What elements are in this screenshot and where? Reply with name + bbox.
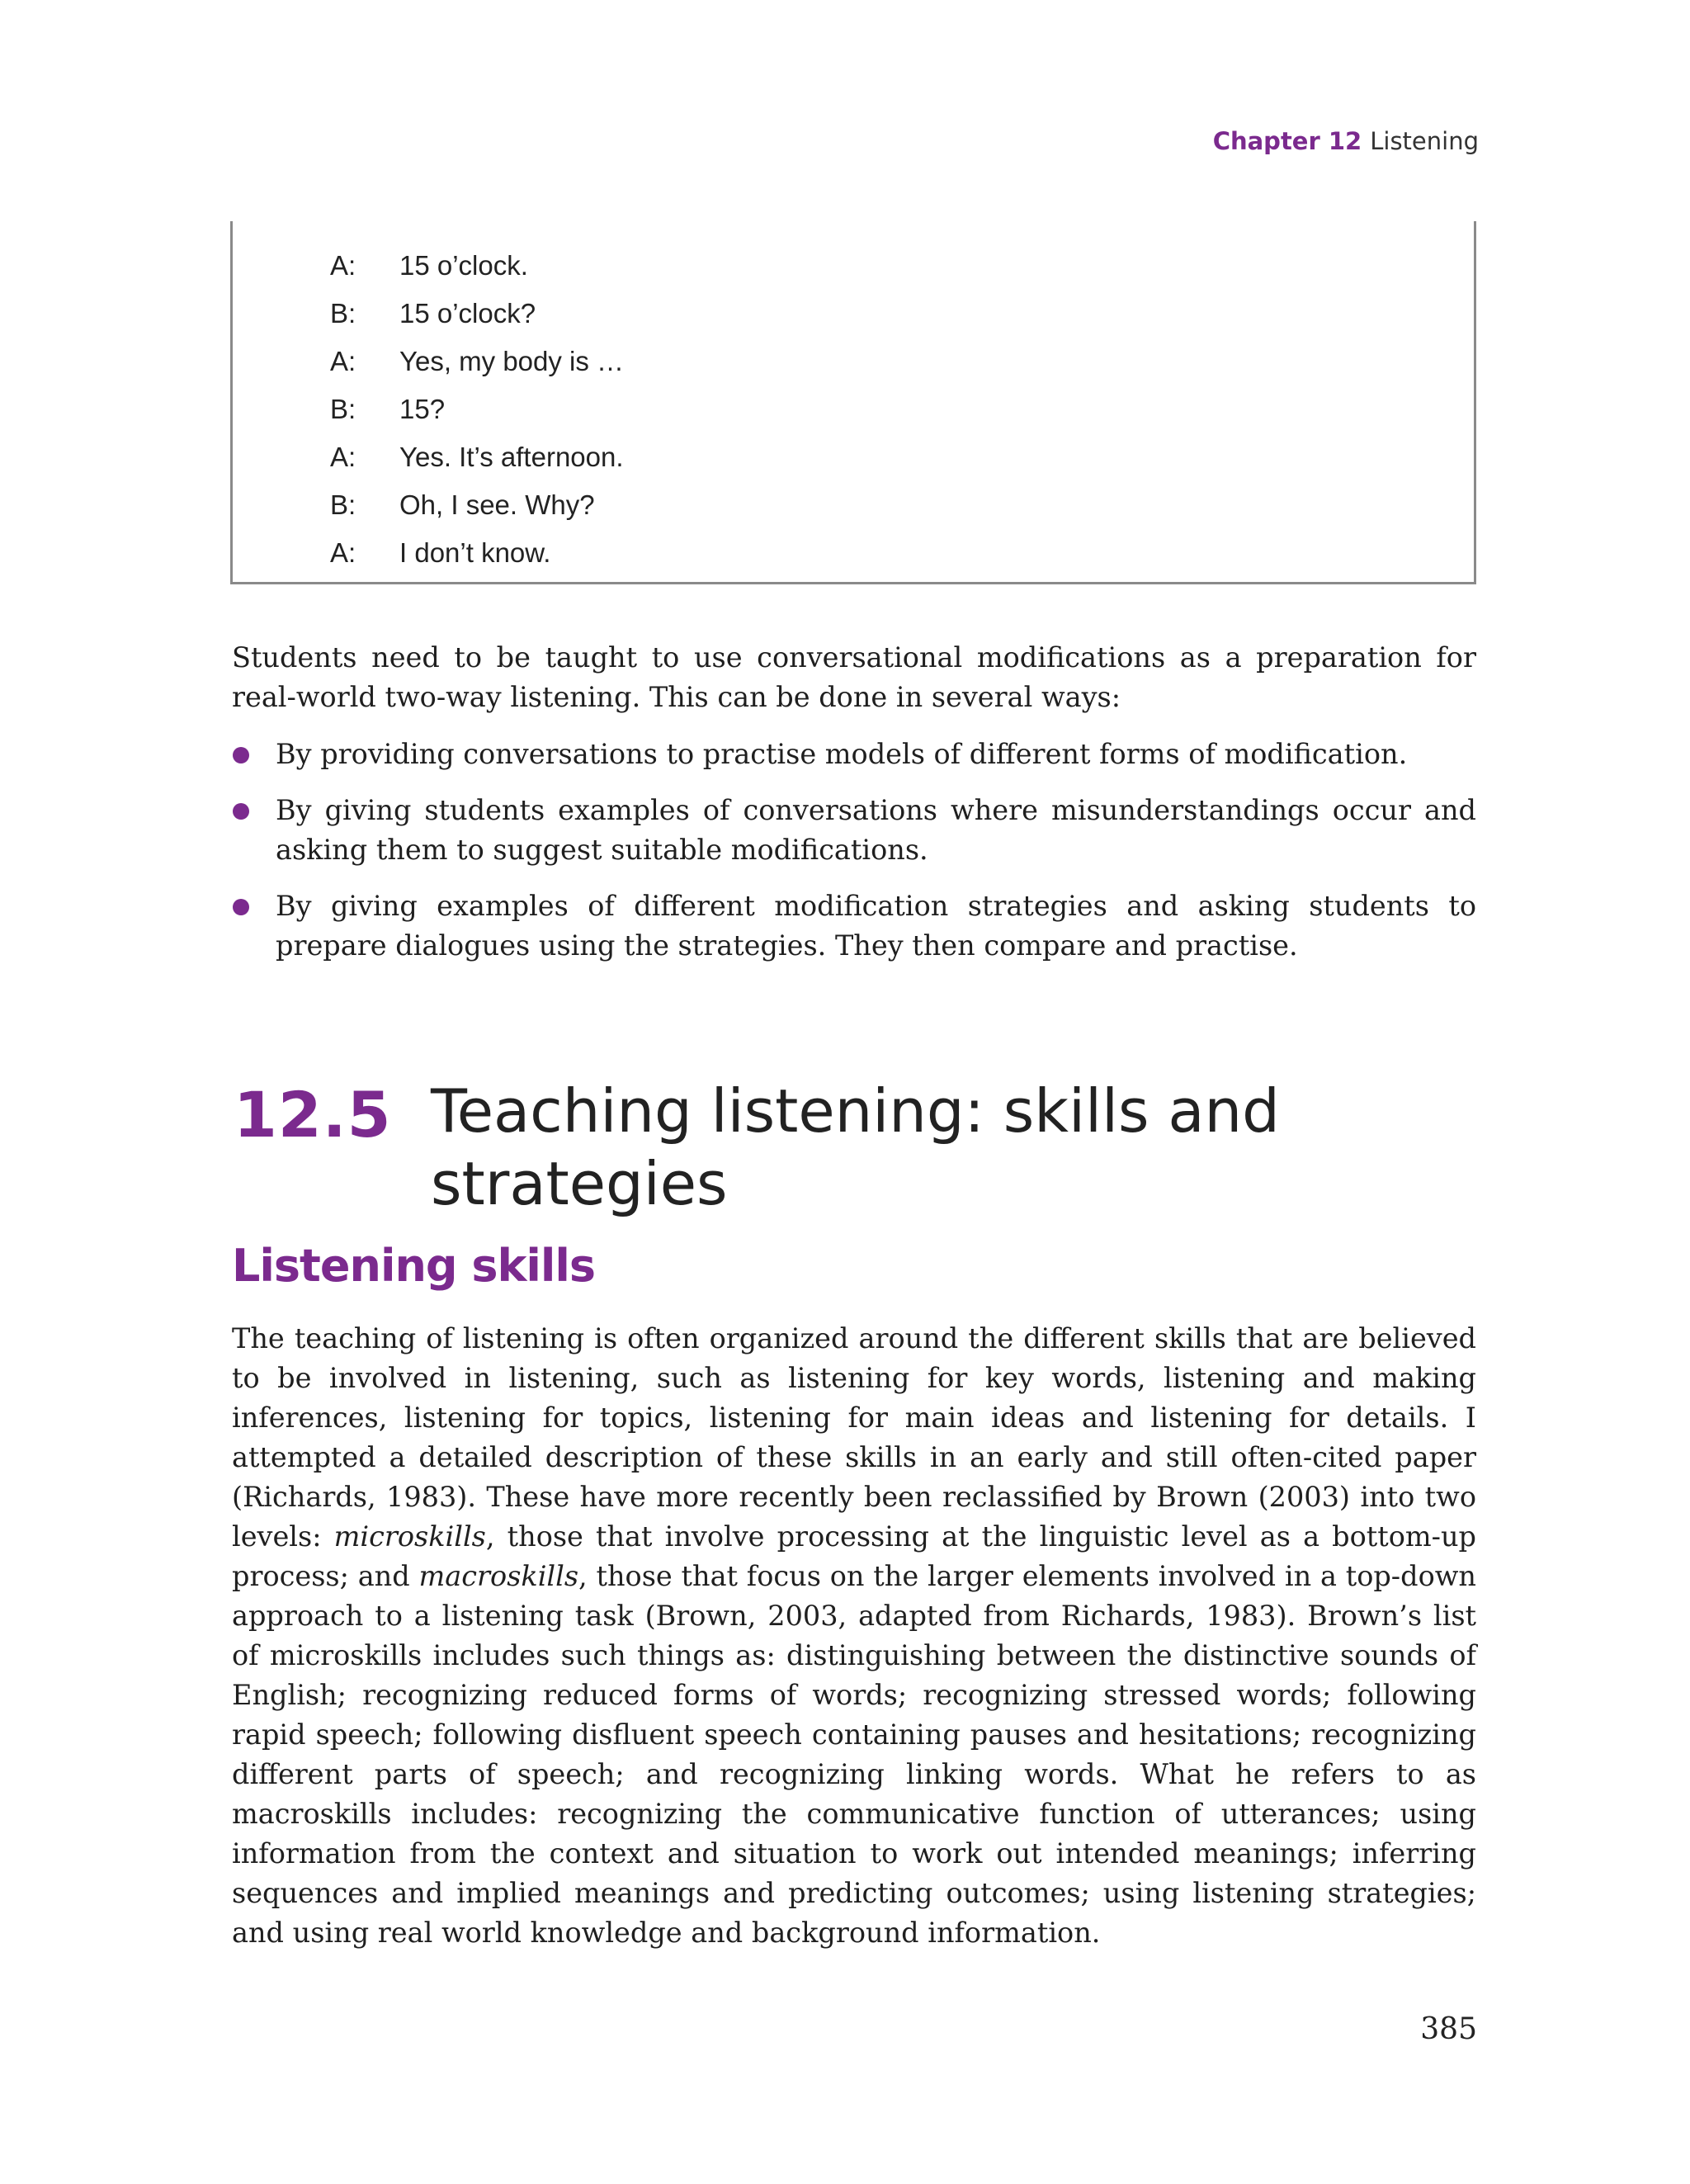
- dialogue-box: [230, 221, 1476, 584]
- term-macroskills: macroskills: [418, 1560, 579, 1592]
- dialogue-speaker: A:: [330, 250, 356, 281]
- dialogue-line: [330, 338, 624, 385]
- section-title-line2: strategies: [431, 1149, 728, 1218]
- section-number: 12.5: [234, 1078, 392, 1151]
- dialogue-speaker: A:: [330, 346, 356, 376]
- bullet-dot-icon: [233, 747, 249, 763]
- intro-paragraph: Students need to be taught to use conversational modifications as a preparation for real-world two-way listening. This can be done in several ways:: [232, 641, 1476, 713]
- dialogue-speaker: B:: [330, 298, 356, 329]
- bullet-item: [232, 735, 1476, 774]
- dialogue-text: Yes, my body is …: [399, 346, 625, 376]
- running-head-chapter: Chapter 12: [1212, 127, 1362, 155]
- running-head-title: Listening: [1370, 127, 1479, 155]
- dialogue-line: [330, 290, 624, 338]
- bullet-dot-icon: [233, 899, 249, 915]
- dialogue-text: 15?: [399, 394, 446, 424]
- dialogue-text: I don’t know.: [399, 537, 551, 568]
- dialogue-speaker: B:: [330, 394, 356, 424]
- dialogue-line: [330, 433, 624, 481]
- main-paragraph: [232, 1319, 1476, 1953]
- main-paragraph-part2: , those that involve processing at the linguistic level as a bottom-up process; and: [232, 1520, 1476, 1592]
- dialogue-speaker: A:: [330, 537, 356, 568]
- dialogue-speaker: B:: [330, 489, 356, 520]
- dialogue-text: 15 o’clock?: [399, 298, 536, 329]
- running-head: [1213, 127, 1479, 155]
- term-microskills: microskills: [333, 1520, 486, 1553]
- dialogue: [330, 242, 624, 577]
- dialogue-line: [330, 481, 624, 529]
- main-paragraph-part1: The teaching of listening is often organized around the different skills that are believed to be involved in listening, such as listening for key words, listening and making inferences, listening for topics, listening for main ideas and listening for details. I attempted a detailed description of these skills in an early and still often-cited paper (Richards, 1983). These have more recently been reclassified by Brown (2003) into two levels:: [232, 1322, 1476, 1553]
- bullet-dot-icon: [233, 803, 249, 820]
- bullet-item: [232, 886, 1476, 966]
- dialogue-text: Yes. It’s afternoon.: [399, 442, 624, 472]
- bullet-list: [232, 735, 1476, 982]
- bullet-text: By providing conversations to practise models of different forms of modification.: [276, 738, 1408, 770]
- dialogue-line: [330, 242, 624, 290]
- dialogue-line: [330, 529, 624, 577]
- bullet-text: By giving examples of different modification strategies and asking students to prepare dialogues using the strategies. They then compare and practise.: [276, 890, 1476, 962]
- dialogue-text: 15 o’clock.: [399, 250, 528, 281]
- dialogue-text: Oh, I see. Why?: [399, 489, 595, 520]
- bullet-text: By giving students examples of conversations where misunderstandings occur and asking them to suggest suitable modifications.: [276, 794, 1476, 866]
- section-title-line1: Teaching listening: skills and: [431, 1076, 1280, 1146]
- dialogue-line: [330, 385, 624, 433]
- dialogue-speaker: A:: [330, 442, 356, 472]
- main-paragraph-part3: , those that focus on the larger elements involved in a top-down approach to a listening task (Brown, 2003, adapted from Richards, 1983). Brown’s list of microskills includes such things as: distinguishing between the distinctive sounds of English; recognizing reduced forms of words; recognizing stressed words; following rapid speech; following disfluent speech containing pauses and hesitations; recognizing different parts of speech; and recognizing linking words. What he refers to as macroskills includes: recognizing the communicative function of utterances; using information from the context and situation to work out intended meanings; inferring sequences and implied meanings and predicting outcomes; using listening strategies; and using real world knowledge and background information.: [232, 1560, 1476, 1949]
- section-title: [431, 1075, 1421, 1220]
- subheading: Listening skills: [232, 1240, 596, 1292]
- bullet-item: [232, 791, 1476, 870]
- page-number: 385: [1420, 2012, 1477, 2046]
